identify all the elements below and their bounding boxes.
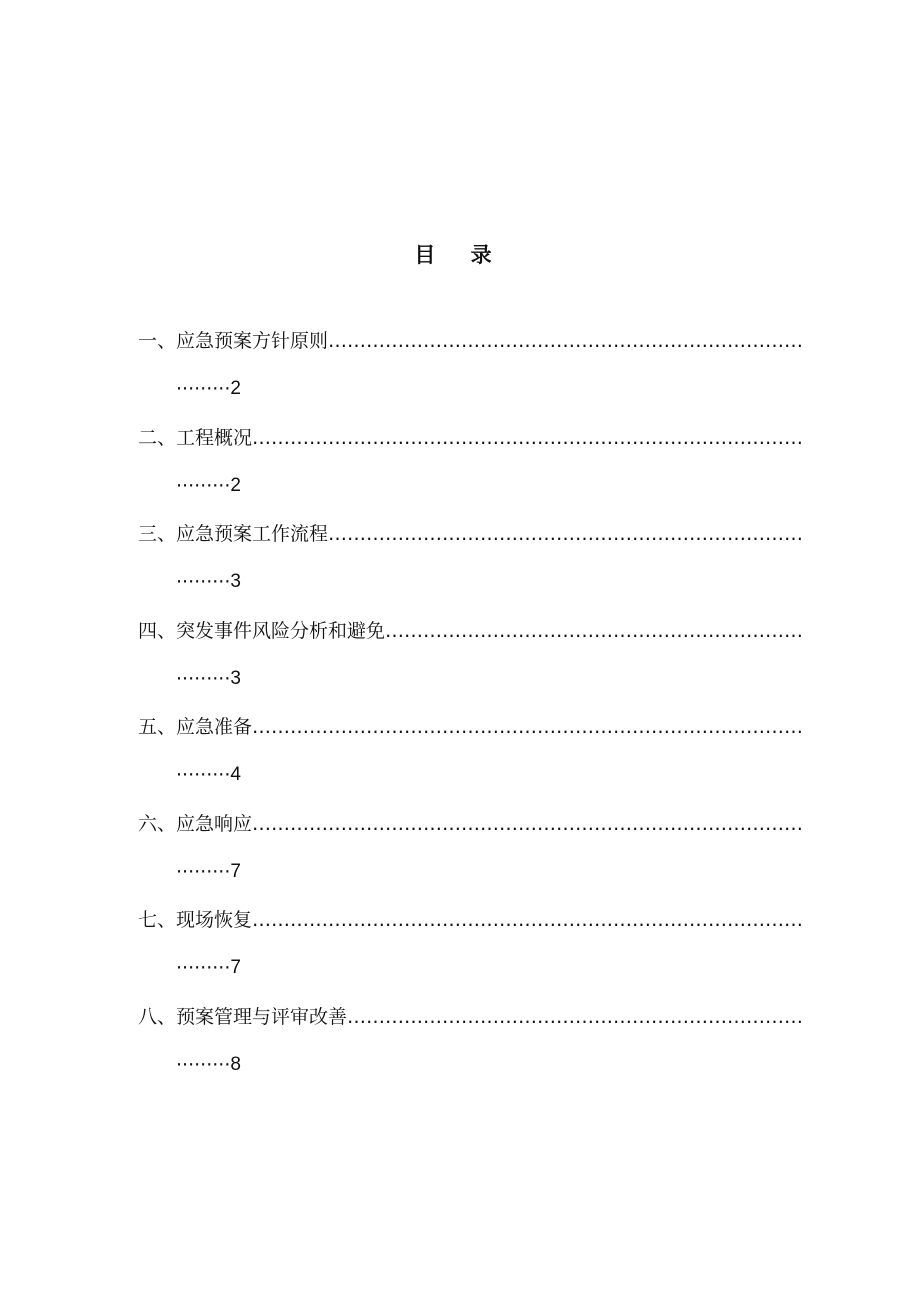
toc-entry[interactable] bbox=[138, 422, 802, 519]
toc-entry-page-number: 2 bbox=[230, 378, 241, 399]
toc-entry-title: 现场恢复 bbox=[176, 909, 253, 931]
toc-entry-page-number: 8 bbox=[230, 1053, 241, 1075]
toc-entry[interactable] bbox=[138, 518, 802, 615]
toc-dot-leader-short bbox=[176, 759, 230, 791]
toc-dot-leader-short bbox=[176, 1049, 230, 1081]
toc-entry-heading-line bbox=[138, 422, 802, 454]
toc-dot-leader bbox=[328, 325, 802, 357]
table-of-contents bbox=[138, 325, 802, 1097]
toc-dot-leader-short bbox=[176, 373, 230, 405]
toc-entry-number: 七、 bbox=[138, 909, 177, 931]
toc-entry[interactable] bbox=[138, 808, 802, 905]
toc-dot-leader-short bbox=[176, 663, 230, 695]
toc-entry-heading-line bbox=[138, 615, 802, 647]
toc-entry-number: 一、 bbox=[138, 330, 177, 352]
toc-entry-page-line bbox=[176, 373, 241, 405]
toc-dot-leader bbox=[385, 615, 802, 647]
toc-entry-number: 四、 bbox=[138, 619, 177, 642]
toc-dot-leader-short bbox=[176, 566, 230, 598]
toc-entry[interactable] bbox=[138, 904, 802, 1001]
toc-entry-page-number: 3 bbox=[230, 571, 241, 592]
toc-entry-heading-line bbox=[138, 711, 802, 743]
toc-dot-leader bbox=[252, 904, 802, 936]
toc-entry-page-number: 4 bbox=[230, 764, 241, 785]
toc-entry[interactable] bbox=[138, 1001, 802, 1098]
toc-entry-number: 八、 bbox=[138, 1005, 177, 1028]
toc-entry[interactable] bbox=[138, 711, 802, 808]
toc-entry-page-line bbox=[176, 759, 241, 791]
toc-entry-title: 应急预案工作流程 bbox=[176, 523, 329, 545]
toc-entry-title: 突发事件风险分析和避免 bbox=[176, 619, 386, 642]
toc-entry-title: 应急准备 bbox=[176, 716, 253, 738]
toc-entry-page-number: 3 bbox=[230, 667, 241, 689]
toc-dot-leader-short bbox=[176, 952, 230, 984]
toc-entry-page-line bbox=[176, 663, 241, 695]
toc-entry-heading-line bbox=[138, 1001, 802, 1033]
toc-dot-leader bbox=[252, 808, 802, 840]
toc-dot-leader bbox=[328, 518, 802, 550]
toc-entry-number: 三、 bbox=[138, 523, 177, 545]
toc-entry-page-number: 2 bbox=[230, 474, 241, 496]
toc-dot-leader bbox=[347, 1001, 802, 1033]
toc-dot-leader-short bbox=[176, 470, 230, 502]
toc-entry-title: 应急预案方针原则 bbox=[176, 330, 329, 352]
toc-entry-page-line bbox=[176, 1049, 241, 1081]
toc-dot-leader bbox=[252, 422, 802, 454]
toc-entry-page-number: 7 bbox=[230, 957, 241, 978]
toc-entry-heading-line bbox=[138, 518, 802, 550]
toc-entry-number: 六、 bbox=[138, 812, 177, 835]
toc-dot-leader bbox=[252, 711, 802, 743]
toc-title: 目 录 bbox=[414, 243, 506, 267]
toc-entry-title: 应急响应 bbox=[176, 812, 253, 835]
toc-entry-page-line bbox=[176, 470, 241, 502]
toc-entry-heading-line bbox=[138, 808, 802, 840]
toc-entry-page-line bbox=[176, 952, 241, 984]
toc-entry-title: 工程概况 bbox=[176, 426, 253, 449]
toc-entry-number: 二、 bbox=[138, 426, 177, 449]
toc-entry[interactable] bbox=[138, 325, 802, 422]
toc-dot-leader-short bbox=[176, 856, 230, 888]
toc-entry-number: 五、 bbox=[138, 716, 177, 738]
toc-entry-title: 预案管理与评审改善 bbox=[176, 1005, 348, 1028]
toc-entry-heading-line bbox=[138, 325, 802, 357]
toc-entry-page-line bbox=[176, 566, 241, 598]
toc-entry-page-line bbox=[176, 856, 241, 888]
toc-entry[interactable] bbox=[138, 615, 802, 712]
toc-entry-page-number: 7 bbox=[230, 860, 241, 882]
toc-entry-heading-line bbox=[138, 904, 802, 936]
